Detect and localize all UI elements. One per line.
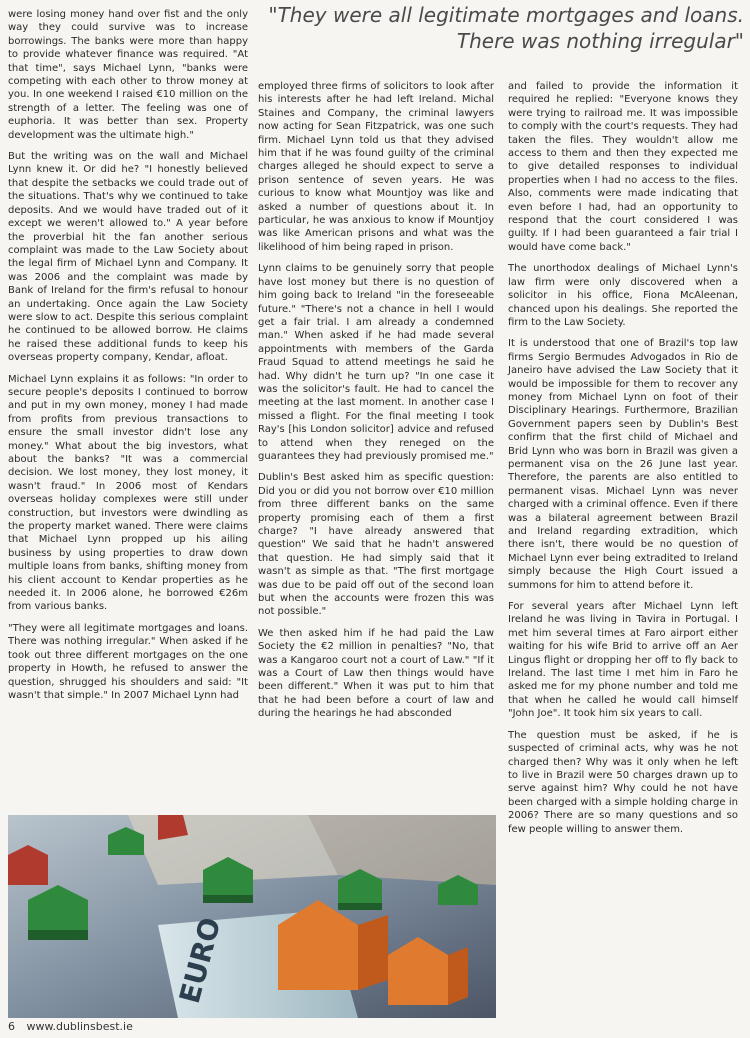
paragraph: For several years after Michael Lynn left Ireland he was living in Tavira in Portugal. I met him several times at Faro airport either waiting for his wife Brid to arrive off an Aer Lingus flight or dropping her off to fly back to Ireland. The last time I met him in Faro he asked me for my phone number and told me that when he called he would call himself "John Joe". It took him six years to call. [508, 601, 738, 720]
article-column-1 [8, 8, 248, 710]
paragraph: We then asked him if he had paid the Law Society the €2 million in penalties? "No, that was a Kangaroo court not a court of Law." "If it was a Court of Law then things would have been different." When it was put to him that that he had been before a court of law and during the hearings he had absconded [258, 627, 494, 720]
paragraph: Michael Lynn explains it as follows: "In order to secure people's deposits I continued to borrow and put in my own money, money I had made from profits from previous transactions to ensure the small investor didn't lose any money." What about the big investors, what about the banks? "It was a commercial decision. We lost money, they lost money, it wasn't fraud." In 2006 most of Kendars overseas holiday complexes were still under construction, but investors were dwindling as the property market waned. There were claims that Michael Lynn propped up his ailing business by using properties to draw down multiple loans from banks, shifting money from his client account to Kendar properties as he needed it. In 2006 alone, he borrowed €26m from various banks. [8, 373, 248, 613]
banknote-text: EURO [172, 914, 228, 1007]
paragraph: employed three firms of solicitors to look after his interests after he had left Ireland. Michal Staines and Company, the criminal lawyers now acting for Sean Fitzpatrick, was one such firm. Michael Lynn told us that they advised him that if he was found guilty of the criminal charges alleged he should expect to serve a prison sentence of seven years. He was curious to know what Mountjoy was like and asked a number of questions about it. In particular, he was anxious to know if Mountjoy was like American prisons and what was the likelihood of him being raped in prison. [258, 81, 494, 253]
paragraph: The question must be asked, if he is suspected of criminal acts, why was he not charged then? Why was it only when he left to live in Brazil were 50 charges drawn up to serve against him? Why could he not have been charged with a simple holding charge in 2006? There are so many questions and so few people willing to answer them. [508, 729, 738, 835]
article-column-3 [508, 80, 738, 844]
page-number: 6 [8, 1020, 15, 1033]
paragraph: But the writing was on the wall and Michael Lynn knew it. Or did he? "I honestly believed that despite the setbacks we could trade out of the situations. That's why we continued to take deposits. And we would have traded out of it except we weren't allowed to." A year before the proverbial hit the fan another serious complaint was made to the Law Society about the legal firm of Michael Lynn and Company. It was 2006 and the complaint was made by Bank of Ireland for the firm's refusal to honour an undertaking. Once again the Law Society were slow to act. Despite this serious complaint he continued to be allowed borrow. He claims he raised these additional funds to keep his overseas property company, Kendar, afloat. [8, 151, 248, 364]
article-column-2 [258, 80, 494, 729]
paragraph: and failed to provide the information it required he replied: "Everyone knows they were trying to railroad me. It was impossible to comply with the court's requests. They had taken the files. They wouldn't allow me access to them and then they expected me to give detailed responses to individual properties when I had no access to the files. Also, comments were made indicating that even before I had, had an opportunity to respond that the court considered I was guilty. If I had been guaranteed a fair trial I would have come back." [508, 81, 738, 253]
paragraph: It is understood that one of Brazil's top law firms Sergio Bermudes Advogados in Rio de Janeiro have advised the Law Society that it would be impossible for them to recover any money from Michael Lynn on foot of their Disciplinary Hearings. Furthermore, Brazilian Government papers seen by Dublin's Best confirm that the first child of Michael and Brid Lynn who was born in Brazil was given a permanent visa on the 26 June last year. Therefore, the parents are also entitled to permanent visas. Michael Lynn was never charged with a criminal offence. Even if there was a bilateral agreement between Brazil and Ireland regarding extradition, which there isn't, there would be no question of Michael Lynn ever being extradited to Ireland simply because the High Court issued a summons for him to attend before it. [508, 338, 738, 591]
page-footer [8, 1020, 133, 1033]
paragraph: were losing money hand over fist and the only way they could survive was to increase borrowings. The banks were more than happy to provide whatever finance was required. "At that time", says Michael Lynn, "banks were competing with each other to throw money at you. In one weekend I raised €10 million on the strength of a letter. The feeling was one of euphoria. It was better than sex. Property development was the ultimate high." [8, 9, 248, 141]
photo-illustration [8, 815, 496, 1018]
monopoly-houses-photo [8, 815, 496, 1018]
pull-quote: "They were all legitimate mortgages and loans. There was nothing irregular" [268, 3, 744, 53]
website-url[interactable]: www.dublinsbest.ie [26, 1020, 133, 1033]
paragraph: Lynn claims to be genuinely sorry that people have lost money but there is no question of him going back to Ireland "in the foreseeable future." "There's not a chance in hell I would get a fair trial. I am already a condemned man." When asked if he had made several appointments with members of the Garda Fraud Squad to attend meetings he said he had. Why didn't he turn up? "In one case it was the solicitor's fault. He had to cancel the meeting at the last moment. In another case I missed a flight. For the final meeting I took Ray's [his London solicitor] advice and refused to attend when they reneged on the guarantees they had previously promised me." [258, 263, 494, 462]
paragraph: Dublin's Best asked him as specific question: Did you or did you not borrow over €10 million from three different banks on the same property promising each of them a first charge? "I have already answered that question" We said that he hadn't answered that question. He had simply said that it wasn't as simple as that. "The first mortgage was due to be paid off out of the second loan but when the accounts were frozen this was not possible." [258, 472, 494, 618]
paragraph: "They were all legitimate mortgages and loans. There was nothing irregular." When asked if he took out three different mortgages on the one property in Howth, he refused to answer the question, shrugged his shoulders and said: "It wasn't that simple." In 2007 Michael Lynn had [8, 622, 248, 701]
paragraph: The unorthodox dealings of Michael Lynn's law firm were only discovered when a solicitor in his office, Fiona McAleenan, chanced upon his dealings. She reported the firm to the Law Society. [508, 263, 738, 328]
